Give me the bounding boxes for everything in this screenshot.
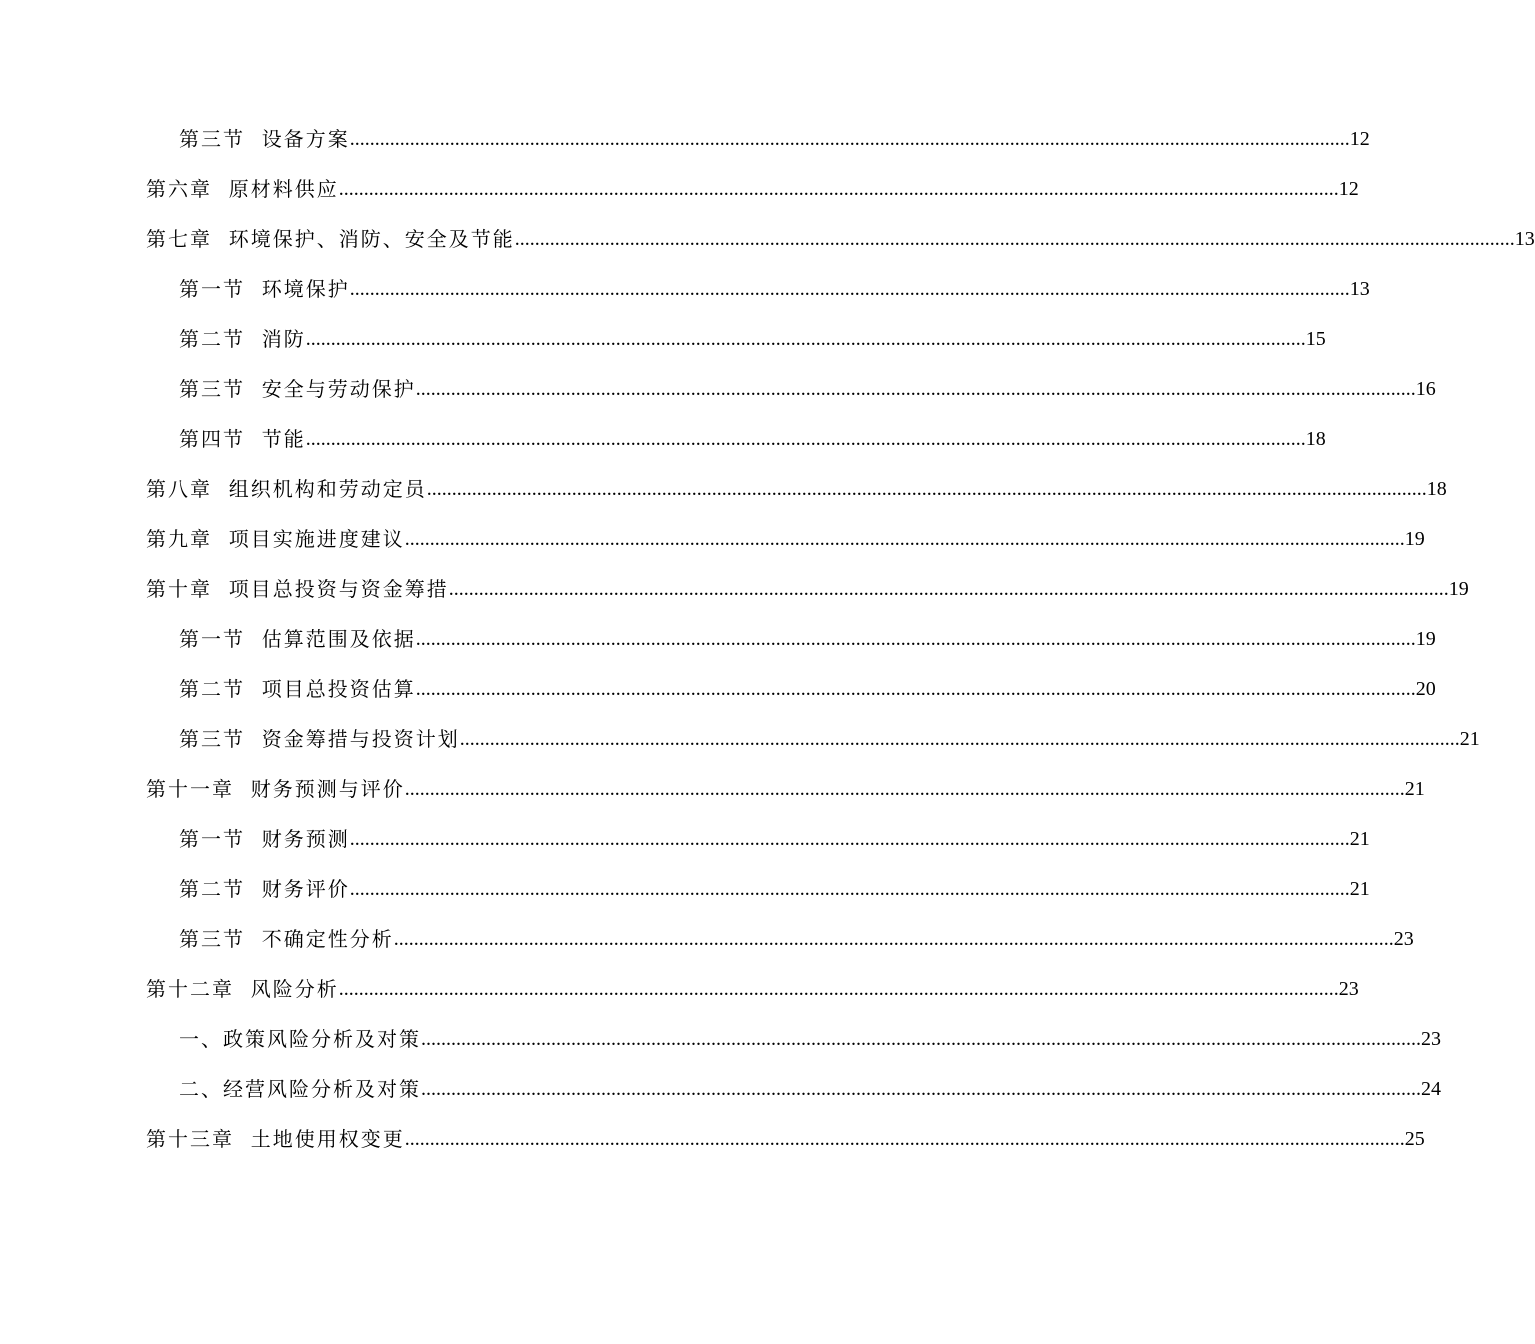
toc-entry-page: 20 <box>1415 678 1436 700</box>
toc-entry-title: 第一节 财务预测 <box>179 827 350 851</box>
toc-entry[interactable] <box>179 124 1370 154</box>
toc-entry-page: 15 <box>1305 328 1326 350</box>
toc-entry[interactable] <box>146 1124 1425 1154</box>
toc-entry-title: 第六章 原材料供应 <box>146 177 339 201</box>
toc-entry-title: 第二节 财务评价 <box>179 877 350 901</box>
toc-leader-dots: ........................................................................................................................................................................................................ <box>349 128 1350 150</box>
toc-entry[interactable] <box>179 924 1414 954</box>
toc-entry-title: 第十章 项目总投资与资金筹措 <box>146 577 449 601</box>
toc-leader-dots: ........................................................................................................................................................................................................ <box>349 878 1350 900</box>
toc-leader-dots: ........................................................................................................................................................................................................ <box>415 628 1416 650</box>
toc-leader-dots: ........................................................................................................................................................................................................ <box>421 1028 1421 1050</box>
toc-entry[interactable] <box>179 274 1370 304</box>
toc-entry-title: 第八章 组织机构和劳动定员 <box>146 477 427 501</box>
toc-entry-page: 18 <box>1305 428 1326 450</box>
toc-entry-title: 二、经营风险分析及对策 <box>179 1077 421 1101</box>
toc-entry-page: 19 <box>1448 578 1469 600</box>
toc-entry-page: 23 <box>1393 928 1414 950</box>
toc-entry[interactable] <box>179 824 1370 854</box>
toc-entry-page: 21 <box>1459 728 1480 750</box>
toc-entry-title: 第一节 估算范围及依据 <box>179 627 416 651</box>
toc-entry-title: 第二节 消防 <box>179 327 306 351</box>
toc-leader-dots: ........................................................................................................................................................................................................ <box>448 578 1449 600</box>
toc-leader-dots: ........................................................................................................................................................................................................ <box>459 728 1460 750</box>
toc-leader-dots: ........................................................................................................................................................................................................ <box>514 228 1515 250</box>
toc-entry[interactable] <box>146 224 1535 254</box>
toc-entry-title: 第九章 项目实施进度建议 <box>146 527 405 551</box>
toc-entry-page: 24 <box>1421 1078 1441 1100</box>
toc-entry-title: 第二节 项目总投资估算 <box>179 677 416 701</box>
toc-entry[interactable] <box>146 174 1359 204</box>
toc-leader-dots: ........................................................................................................................................................................................................ <box>404 1128 1405 1150</box>
toc-entry-page: 19 <box>1415 628 1436 650</box>
toc-entry-title: 第七章 环境保护、消防、安全及节能 <box>146 227 515 251</box>
toc-entry-page: 19 <box>1404 528 1425 550</box>
toc-entry[interactable] <box>179 324 1326 354</box>
toc-entry-title: 一、政策风险分析及对策 <box>179 1027 421 1051</box>
toc-leader-dots: ........................................................................................................................................................................................................ <box>305 328 1306 350</box>
toc-entry[interactable] <box>179 1024 1441 1054</box>
toc-leader-dots: ........................................................................................................................................................................................................ <box>349 828 1350 850</box>
toc-entry[interactable] <box>146 524 1425 554</box>
toc-entry[interactable] <box>146 574 1469 604</box>
toc-leader-dots: ........................................................................................................................................................................................................ <box>404 778 1405 800</box>
toc-entry-title: 第三节 安全与劳动保护 <box>179 377 416 401</box>
toc-entry[interactable] <box>179 374 1436 404</box>
toc-leader-dots: ........................................................................................................................................................................................................ <box>415 378 1416 400</box>
toc-entry[interactable] <box>179 624 1436 654</box>
toc-leader-dots: ........................................................................................................................................................................................................ <box>349 278 1350 300</box>
toc-entry-page: 21 <box>1349 878 1370 900</box>
toc-entry-title: 第四节 节能 <box>179 427 306 451</box>
toc-entry[interactable] <box>179 424 1326 454</box>
toc-entry-page: 18 <box>1426 478 1447 500</box>
toc-entry-page: 16 <box>1415 378 1436 400</box>
toc-entry[interactable] <box>179 674 1436 704</box>
toc-entry-page: 23 <box>1338 978 1359 1000</box>
toc-entry-title: 第一节 环境保护 <box>179 277 350 301</box>
toc-entry-page: 21 <box>1404 778 1425 800</box>
toc-entry-page: 13 <box>1514 228 1535 250</box>
toc-leader-dots: ........................................................................................................................................................................................................ <box>415 678 1416 700</box>
toc-entry-title: 第十一章 财务预测与评价 <box>146 777 405 801</box>
toc-entry[interactable] <box>179 1074 1441 1104</box>
toc-entry[interactable] <box>179 724 1480 754</box>
toc-entry-page: 23 <box>1421 1028 1441 1050</box>
toc-leader-dots: ........................................................................................................................................................................................................ <box>393 928 1394 950</box>
toc-entry-page: 13 <box>1349 278 1370 300</box>
toc-entry[interactable] <box>146 774 1425 804</box>
toc-entry-page: 12 <box>1349 128 1370 150</box>
toc-entry-title: 第三节 资金筹措与投资计划 <box>179 727 460 751</box>
toc-entry-title: 第三节 设备方案 <box>179 127 350 151</box>
toc-entry-page: 12 <box>1338 178 1359 200</box>
toc-entry-page: 21 <box>1349 828 1370 850</box>
toc-entry[interactable] <box>146 974 1359 1004</box>
toc-entry-page: 25 <box>1404 1128 1425 1150</box>
toc-leader-dots: ........................................................................................................................................................................................................ <box>338 178 1339 200</box>
toc-entry-title: 第十三章 土地使用权变更 <box>146 1127 405 1151</box>
toc-leader-dots: ........................................................................................................................................................................................................ <box>426 478 1427 500</box>
toc-leader-dots: ........................................................................................................................................................................................................ <box>338 978 1339 1000</box>
toc-entry[interactable] <box>146 474 1447 504</box>
toc-leader-dots: ........................................................................................................................................................................................................ <box>305 428 1306 450</box>
toc-entry[interactable] <box>179 874 1370 904</box>
toc-entry-title: 第十二章 风险分析 <box>146 977 339 1001</box>
toc-leader-dots: ........................................................................................................................................................................................................ <box>404 528 1405 550</box>
toc-entry-title: 第三节 不确定性分析 <box>179 927 394 951</box>
toc-leader-dots: ........................................................................................................................................................................................................ <box>421 1078 1421 1100</box>
